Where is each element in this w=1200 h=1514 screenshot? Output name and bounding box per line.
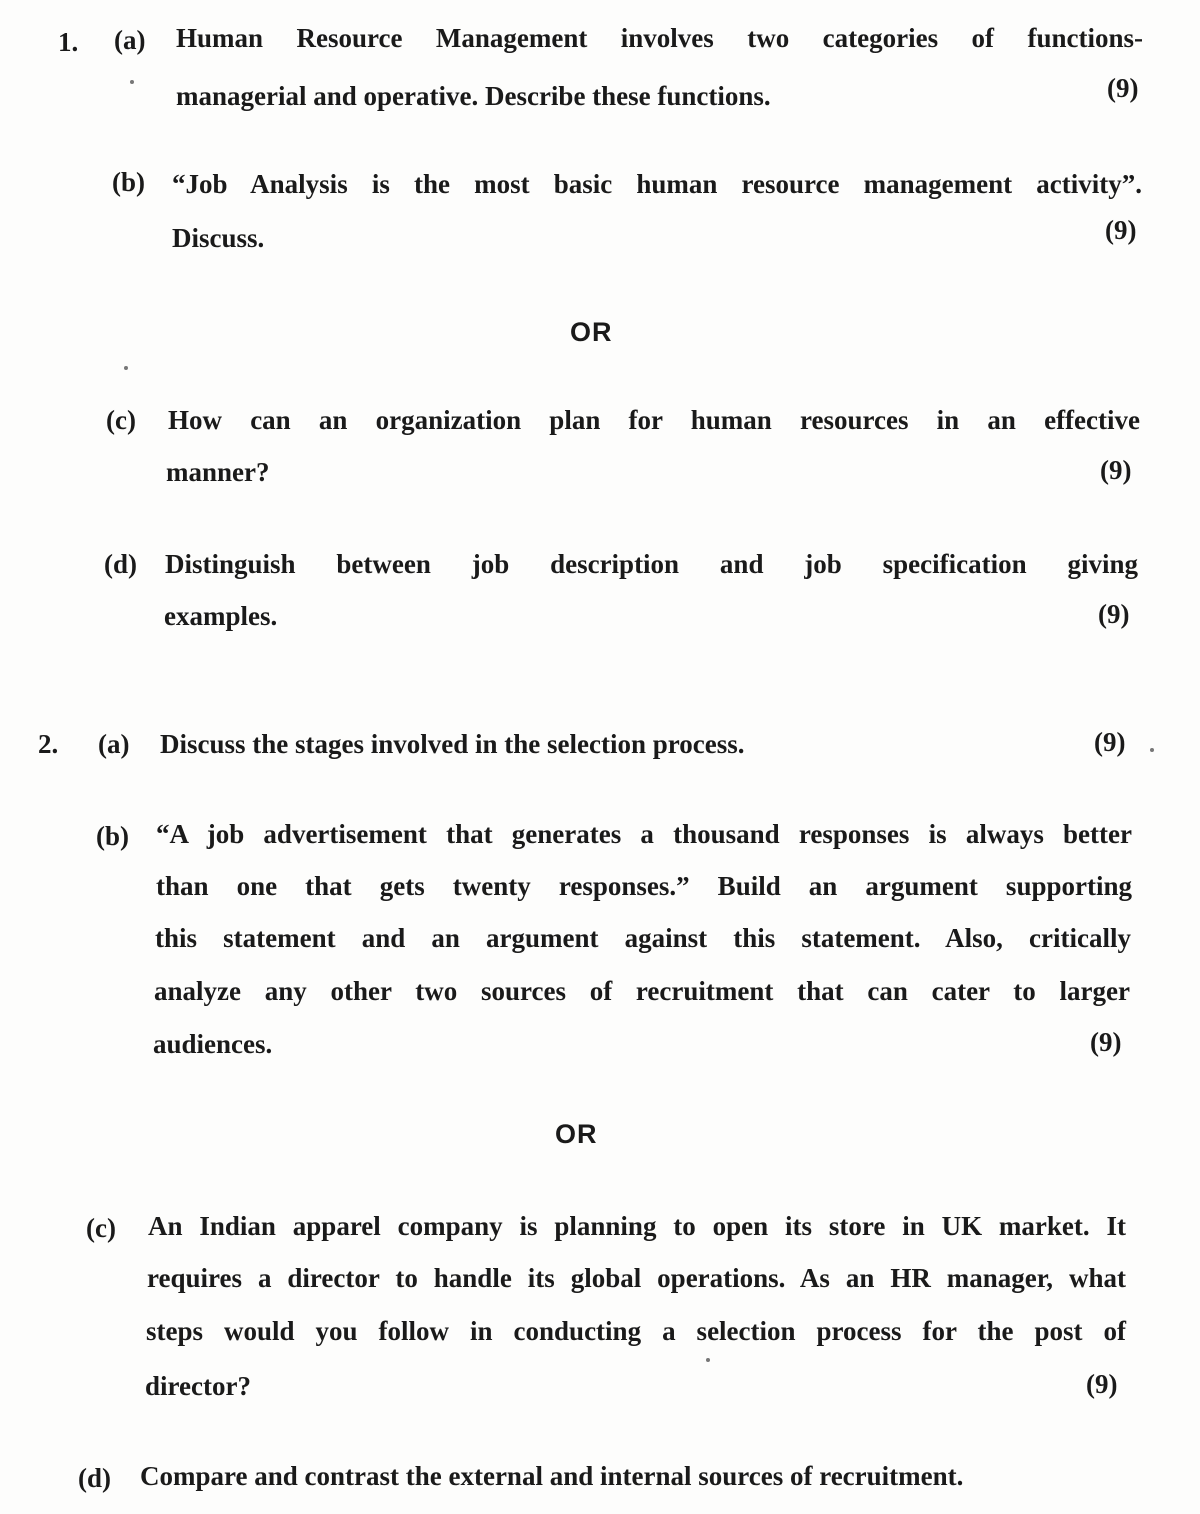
question-1-number: 1. xyxy=(58,27,79,57)
q2b-text-line5: audiences. xyxy=(153,1029,273,1059)
q1b-text-line2: Discuss. xyxy=(172,223,265,253)
q1a-text-line2: managerial and operative. Describe these functions. xyxy=(176,81,771,111)
q2b-marks: (9) xyxy=(1090,1027,1122,1057)
q1b-marks: (9) xyxy=(1105,215,1137,245)
q1d-text-line2: examples. xyxy=(164,601,278,631)
q1a-marks: (9) xyxy=(1107,73,1139,103)
q2c-text-line3: steps would you follow in conducting a selection process for the post of xyxy=(146,1316,1126,1346)
q1c-marks: (9) xyxy=(1100,455,1132,485)
q1c-text-line2: manner? xyxy=(166,457,270,487)
q2c-text-line4: director? xyxy=(145,1371,251,1401)
q1b-label: (b) xyxy=(112,167,145,197)
q1d-marks: (9) xyxy=(1098,599,1130,629)
q2b-text-line1: “A job advertisement that generates a thousand responses is always better xyxy=(156,819,1132,849)
q2-or-divider: OR xyxy=(555,1119,598,1149)
q1d-label: (d) xyxy=(104,549,137,579)
scan-speck xyxy=(124,366,128,370)
q2b-label: (b) xyxy=(96,821,129,851)
scan-speck xyxy=(130,80,134,84)
q2c-label: (c) xyxy=(86,1213,116,1243)
q1b-text-line1: “Job Analysis is the most basic human resource management activity”. xyxy=(172,169,1142,199)
q1d-text-line1: Distinguish between job description and job specification giving xyxy=(165,549,1138,579)
question-2-number: 2. xyxy=(38,729,59,759)
q2a-text-line1: Discuss the stages involved in the selection process. xyxy=(160,729,745,759)
q2a-label: (a) xyxy=(98,729,130,759)
q2c-marks: (9) xyxy=(1086,1369,1118,1399)
q2d-label: (d) xyxy=(78,1463,111,1493)
q1a-text-line1: Human Resource Management involves two categories of functions- xyxy=(176,23,1143,53)
q2c-text-line2: requires a director to handle its global operations. As an HR manager, what xyxy=(147,1263,1126,1293)
scan-speck xyxy=(1150,748,1154,752)
q2b-text-line4: analyze any other two sources of recruitment that can cater to larger xyxy=(154,976,1130,1006)
q2c-text-line1: An Indian apparel company is planning to open its store in UK market. It xyxy=(148,1211,1126,1241)
q2b-text-line3: this statement and an argument against this statement. Also, critically xyxy=(155,923,1131,953)
q2a-marks: (9) xyxy=(1094,727,1126,757)
q1c-text-line1: How can an organization plan for human resources in an effective xyxy=(168,405,1140,435)
q1-or-divider: OR xyxy=(570,317,613,347)
q2b-text-line2: than one that gets twenty responses.” Build an argument supporting xyxy=(156,871,1132,901)
q2d-text-line1: Compare and contrast the external and internal sources of recruitment. xyxy=(140,1461,964,1491)
scan-speck xyxy=(706,1358,710,1362)
q1c-label: (c) xyxy=(106,405,136,435)
q1a-label: (a) xyxy=(114,25,146,55)
